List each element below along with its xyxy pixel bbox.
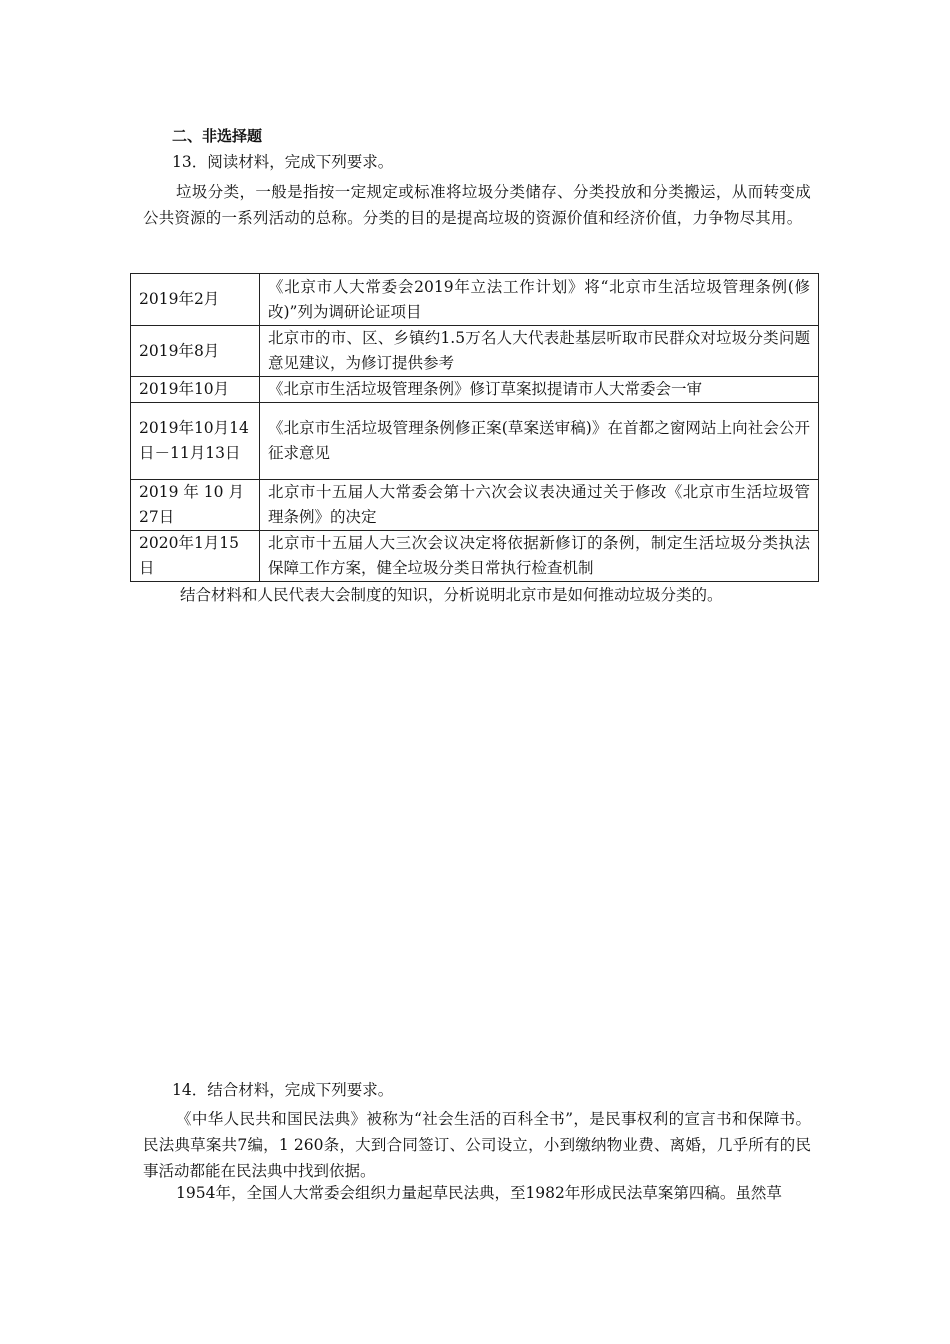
section-title: 二、非选择题 [172,127,263,145]
timeline-date: 2019年2月 [131,274,260,326]
table-row [131,403,819,480]
timeline-date: 2020年1月15日 [131,531,260,582]
timeline-event: 北京市的市、区、乡镇约1.5万名人大代表赴基层听取市民群众对垃圾分类问题意见建议，为修订提供参考 [260,326,819,377]
timeline-date: 2019年10月14日－11月13日 [131,403,260,480]
question-14-prompt: 14．结合材料，完成下列要求。 [172,1081,394,1099]
question-13-requirement: 结合材料和人民代表大会制度的知识，分析说明北京市是如何推动垃圾分类的。 [180,586,723,604]
table-row [131,377,819,403]
timeline-event: 《北京市生活垃圾管理条例》修订草案拟提请市人大常委会一审 [260,377,819,403]
question-14-paragraph: 1954年，全国人大常委会组织力量起草民法典，至1982年形成民法草案第四稿。虽然草 [176,1184,782,1202]
table-row [131,274,819,326]
timeline-event: 北京市十五届人大三次会议决定将依据新修订的条例，制定生活垃圾分类执法保障工作方案，健全垃圾分类日常执行检查机制 [260,531,819,582]
legislation-timeline-table [130,273,819,582]
question-13-prompt: 13．阅读材料，完成下列要求。 [172,153,394,171]
timeline-event: 《北京市人大常委会2019年立法工作计划》将“北京市生活垃圾管理条例(修改)”列为调研论证项目 [260,274,819,326]
question-13-material: 垃圾分类，一般是指按一定规定或标准将垃圾分类储存、分类投放和分类搬运，从而转变成公共资源的一系列活动的总称。分类的目的是提高垃圾的资源价值和经济价值，力争物尽其用。 [143,183,811,227]
table-row [131,480,819,531]
timeline-date: 2019年10月 [131,377,260,403]
timeline-date: 2019年8月 [131,326,260,377]
question-14-paragraph: 《中华人民共和国民法典》被称为“社会生活的百科全书”，是民事权利的宣言书和保障书。民法典草案共7编，1 260条，大到合同签订、公司设立，小到缴纳物业费、离婚，几乎所有的民事活动都能在民法典中找到依据。 [143,1110,811,1180]
timeline-event: 北京市十五届人大常委会第十六次会议表决通过关于修改《北京市生活垃圾管理条例》的决定 [260,480,819,531]
table-row [131,326,819,377]
table-row [131,531,819,582]
timeline-event: 《北京市生活垃圾管理条例修正案(草案送审稿)》在首都之窗网站上向社会公开征求意见 [260,403,819,480]
timeline-date: 2019 年 10 月27日 [131,480,260,531]
